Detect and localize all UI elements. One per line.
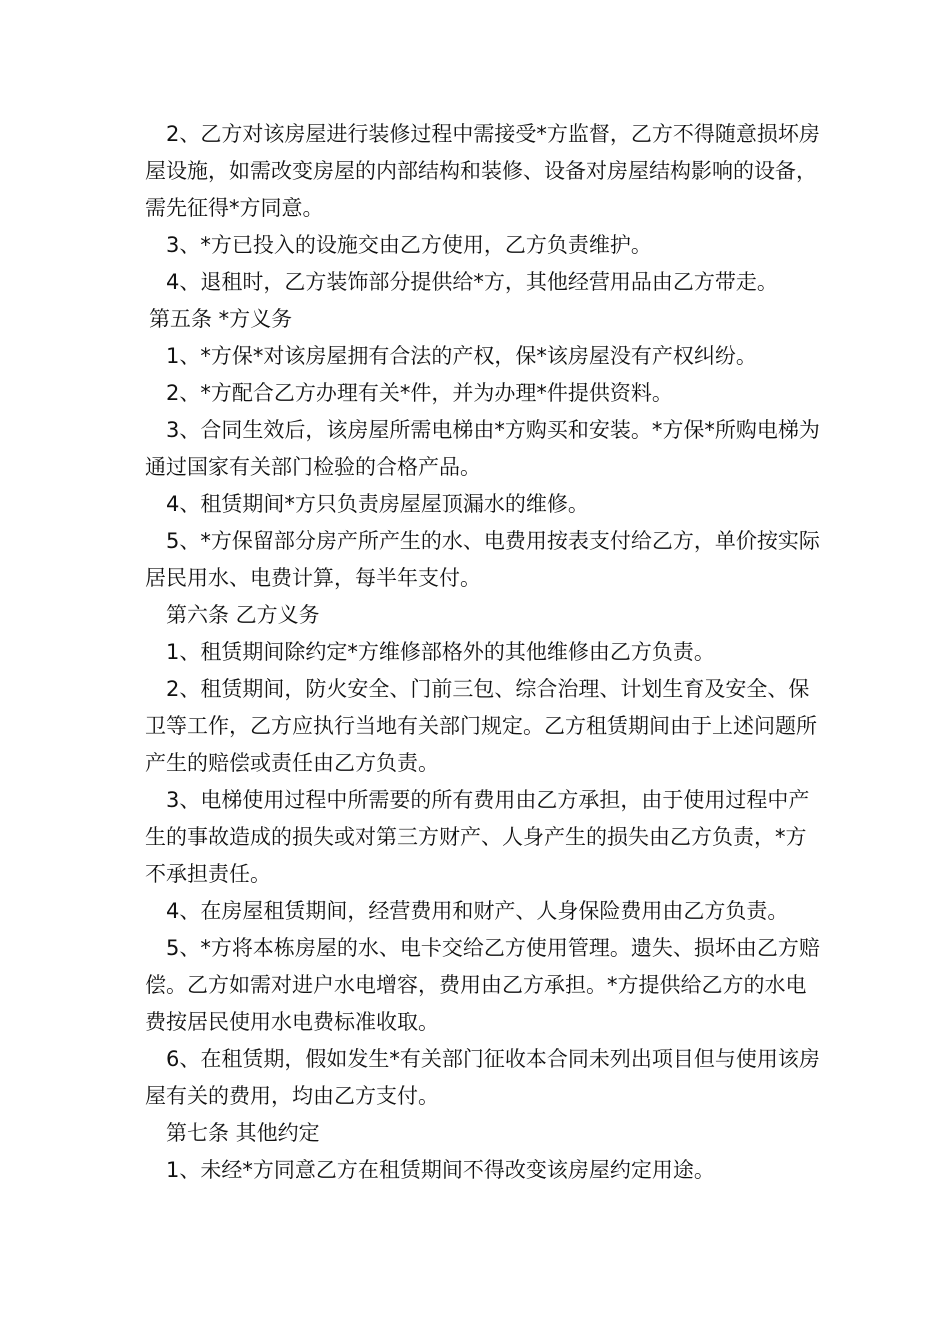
clause-6-item-1: 1、租赁期间除约定*方维修部格外的其他维修由乙方负责。 xyxy=(166,640,715,664)
clause-6-item-2: 2、租赁期间，防火安全、门前三包、综合治理、计划生育及安全、保卫等工作，乙方应执行当地有关部门规定。乙方租赁期间由于上述问题所产生的赔偿或责任由乙方负责。 xyxy=(145,677,817,775)
section-heading-5: 第五条 *方义务 xyxy=(149,307,293,331)
section-heading-7: 第七条 其他约定 xyxy=(166,1121,320,1145)
clause-5-item-2: 2、*方配合乙方办理有关*件，并为办理*件提供资料。 xyxy=(166,381,673,405)
section-heading-6: 第六条 乙方义务 xyxy=(166,603,320,627)
clause-5-item-4: 4、租赁期间*方只负责房屋屋顶漏水的维修。 xyxy=(166,492,589,516)
clause-5-item-5: 5、*方保留部分房产所产生的水、电费用按表支付给乙方，单价按实际居民用水、电费计算，每半年支付。 xyxy=(145,529,820,590)
clause-6-item-5: 5、*方将本栋房屋的水、电卡交给乙方使用管理。遗失、损坏由乙方赔偿。乙方如需对进户水电增容，费用由乙方承担。*方提供给乙方的水电费按居民使用水电费标准收取。 xyxy=(145,936,820,1034)
clause-6-item-4: 4、在房屋租赁期间，经营费用和财产、人身保险费用由乙方负责。 xyxy=(166,899,789,923)
clause-5-item-1: 1、*方保*对该房屋拥有合法的产权，保*该房屋没有产权纠纷。 xyxy=(166,344,757,368)
clause-4-item-3: 3、*方已投入的设施交由乙方使用，乙方负责维护。 xyxy=(166,233,652,257)
clause-7-item-1: 1、未经*方同意乙方在租赁期间不得改变该房屋约定用途。 xyxy=(166,1158,715,1182)
clause-6-item-3: 3、电梯使用过程中所需要的所有费用由乙方承担，由于使用过程中产生的事故造成的损失或对第三方财产、人身产生的损失由乙方负责，*方不承担责任。 xyxy=(145,788,810,886)
clause-4-item-4: 4、退租时，乙方装饰部分提供给*方，其他经营用品由乙方带走。 xyxy=(166,270,778,294)
clause-6-item-6: 6、在租赁期，假如发生*有关部门征收本合同未列出项目但与使用该房屋有关的费用，均由乙方支付。 xyxy=(145,1047,820,1108)
clause-4-item-2: 2、乙方对该房屋进行装修过程中需接受*方监督，乙方不得随意损坏房屋设施，如需改变房屋的内部结构和装修、设备对房屋结构影响的设备，需先征得*方同意。 xyxy=(145,122,820,220)
clause-5-item-3: 3、合同生效后，该房屋所需电梯由*方购买和安装。*方保*所购电梯为通过国家有关部门检验的合格产品。 xyxy=(145,418,820,479)
document-body xyxy=(145,116,825,1189)
